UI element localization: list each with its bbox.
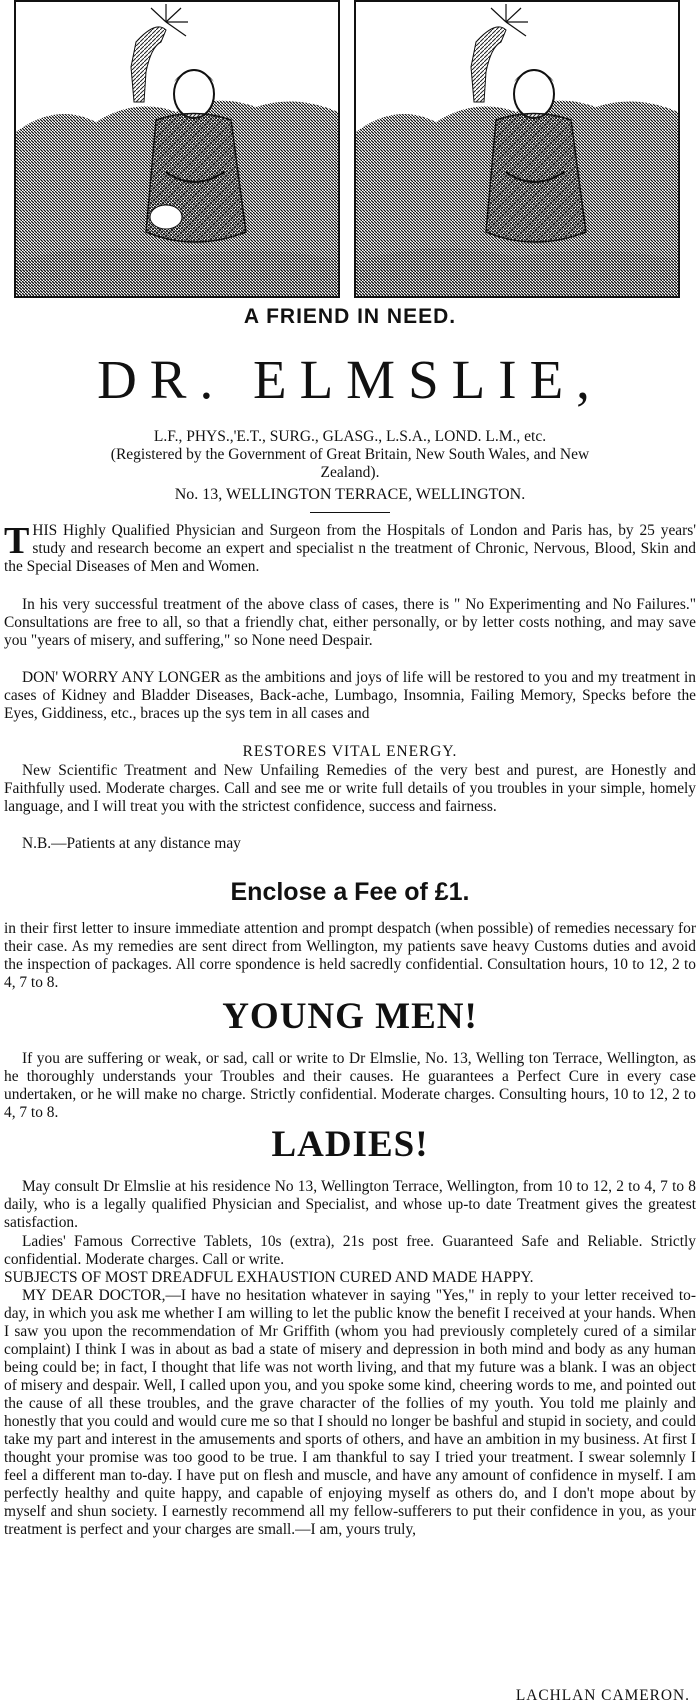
nb-note: N.B.—Patients at any distance may [22,835,241,852]
treatment-paragraph: In his very successful treatment of the above class of cases, there is " No Experimenting and No Failures." Consultations are free to all, so that a friendly chat, either personally, or by letter costs nothing, and may save you "years of misery, and suffering," so None need Despair. [4,596,696,649]
dont-worry-paragraph: DON' WORRY ANY LONGER as the ambitions and joys of life will be restored to you and my treatment in cases of Kidney and Bladder Diseases, Back-ache, Lumbago, Insomnia, Failing Memory, Specks before the Eyes, Giddiness, etc., braces up the sys tem in all cases and [4,669,696,722]
engravings [14,0,686,300]
signature: LACHLAN CAMERON. [515,1687,690,1704]
credentials-line-1: L.F., PHYS.,'E.T., SURG., GLASG., L.S.A., LOND. L.M., etc. [153,428,547,445]
young-men-paragraph: If you are suffering or weak, or sad, call or write to Dr Elmslie, No. 13, Welling ton Terrace, Wellington, as he thoroughly understands your Troubles and their causes. He guarantees a Perfect Cure in every case undertaken, or he will make no charge. Strictly confidential. Moderate charges. Consulting hours, 10 to 12, 2 to 4, 7 to 8. [4,1050,696,1121]
subjects-heading: SUBJECTS OF MOST DREADFUL EXHAUSTION CURED AND MADE HAPPY. [4,1269,534,1286]
heading-friend-in-need: A FRIEND IN NEED. [243,305,457,328]
restores-vital-energy: RESTORES VITAL ENERGY. [242,743,458,760]
ladies-paragraph: May consult Dr Elmslie at his residence No 13, Wellington Terrace, Wellington, from 10 to 12, 2 to 4, 7 to 8 daily, who is a legally qualified Physician and Specialist, and whose up-to date Treatment gives the greatest satisfaction. [4,1178,696,1231]
divider [310,512,390,513]
credentials-line-3: Zealand). [320,464,380,481]
intro-text: HIS Highly Qualified Physician and Surgeon from the Hospitals of London and Paris has, by 25 years' study and research become an expert and specialist n the treatment of Chronic, Nervous, Blood, Skin and the Special Diseases of Men and Women. [4,522,696,575]
fee-paragraph: in their first letter to insure immediate attention and prompt despatch (when possible) of remedies necessary for their case. As my remedies are sent direct from Wellington, my patients save heavy Customs duties and avoid the inspection of packages. All corre spondence is held sacredly confidential. Consultation hours, 10 to 12, 2 to 4, 7 to 8. [4,920,696,991]
testimonial-letter: MY DEAR DOCTOR,—I have no hesitation whatever in saying "Yes," in reply to your letter received to-day, in which you ask me whether I am willing to let the public know the benefit I received at your hands. When I saw you upon the recommendation of Mr Griffith (whom you had previously completely cured of a similar complaint) I think I was in about as bad a state of misery and depression in both mind and body as any human being could be; in fact, I thought that life was not worth living, and that my future was a blank. I was an object of misery and despair. Well, I called upon you, and you spoke some kind, cheering words to me, and pointed out the cause of all these troubles, and the grave character of the follies of my youth. You told me plainly and honestly that you could and would cure me so that I should no longer be bashful and stupid in society, and could take my part and interest in the amusements and sports of others, and have an ambition in my business. At first I thought your promise was too good to be true. I am thankful to say I tried your treatment. I swear solemnly I feel a different man to-day. I have put on flesh and muscle, and have any amount of confidence in myself. I am perfectly healthy and quite happy, and capable of enjoying myself as others do, and I don't mope about by myself and shun society. I earnestly recommend all my fellow-sufferers to put their confidence in you, as your treatment is perfect and your charges are small.—I am, yours truly, [4,1287,696,1538]
fee-heading: Enclose a Fee of £1. [230,878,470,906]
drop-cap: T [4,520,30,562]
scientific-treatment-paragraph: New Scientific Treatment and New Unfailing Remedies of the very best and purest, are Honestly and Faithfully used. Moderate charges. Call and see me or write full details of you troubles in your simple, homely language, and I will treat you with the strictest confidence, success and fairness. [4,762,696,815]
engraving-left [14,0,340,298]
tablets-paragraph: Ladies' Famous Corrective Tablets, 10s (extra), 21s post free. Guaranteed Safe and Reliable. Strictly confidential. Moderate charges. Call or write. [4,1233,696,1268]
young-men-heading: YOUNG MEN! [222,996,478,1037]
credentials-line-2: (Registered by the Government of Great Britain, New South Wales, and New [110,446,590,463]
intro-paragraph [4,522,696,576]
ladies-heading: LADIES! [271,1124,429,1165]
engraving-right [354,0,680,298]
doctor-name: DR. ELMSLIE, [97,349,603,410]
address: No. 13, WELLINGTON TERRACE, WELLINGTON. [174,486,526,503]
